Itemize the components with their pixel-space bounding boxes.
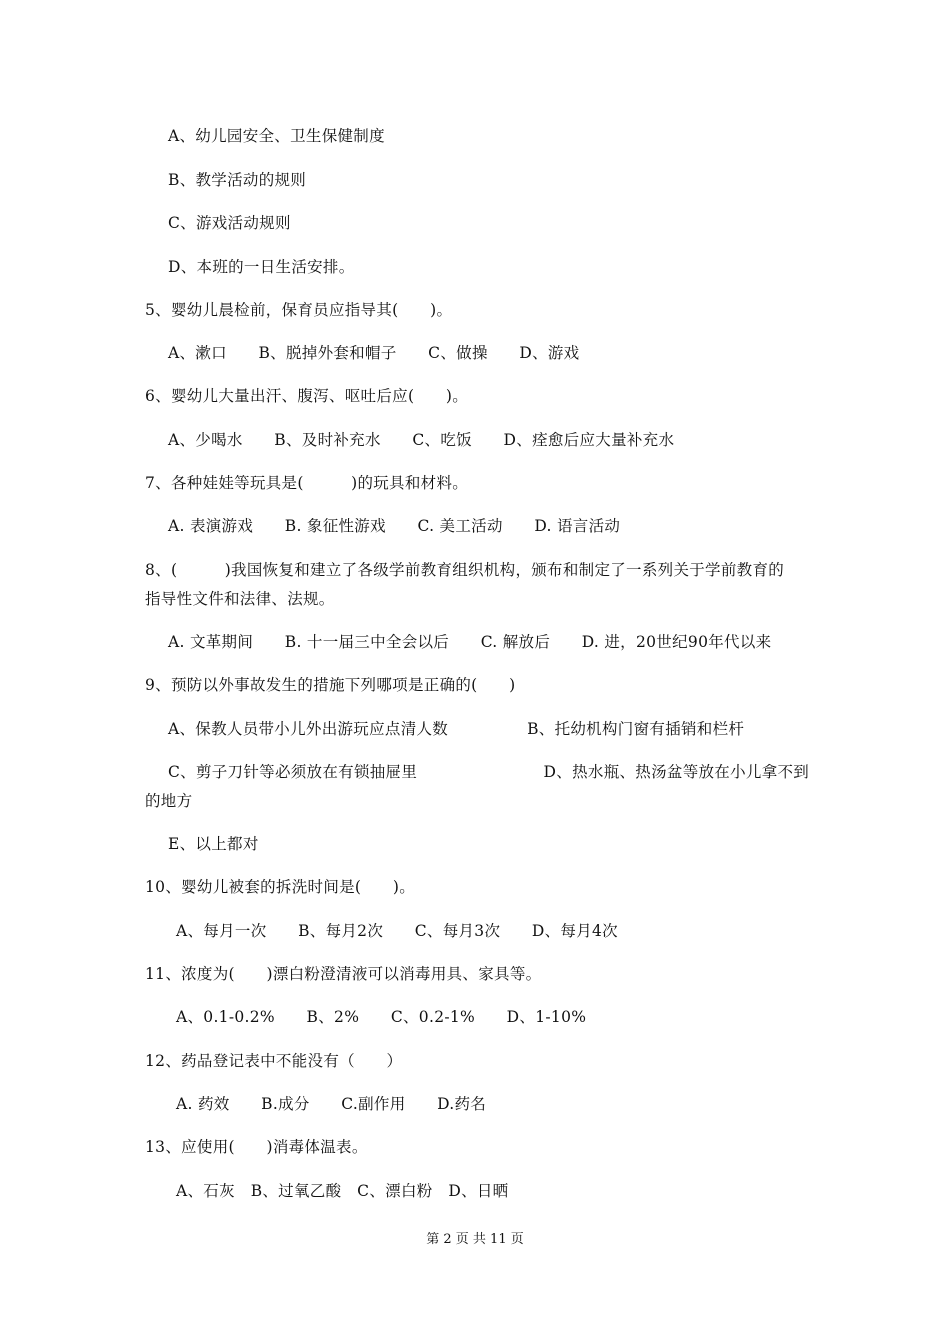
- q4-option-a: A、幼儿园安全、卫生保健制度: [168, 127, 385, 145]
- page-number-footer: 第 2 页 共 11 页: [426, 1232, 524, 1247]
- q13-options: A、石灰 B、过氧乙酸 C、漂白粉 D、日晒: [176, 1182, 509, 1200]
- question-5: 5、婴幼儿晨检前，保育员应指导其( )。: [145, 301, 453, 319]
- question-12: 12、药品登记表中不能没有（ ）: [145, 1052, 403, 1070]
- q11-options: A、0.1-0.2% B、2% C、0.2-1% D、1-10%: [176, 1008, 587, 1026]
- question-11: 11、浓度为( )漂白粉澄清液可以消毒用具、家具等。: [145, 965, 542, 983]
- question-6: 6、婴幼儿大量出汗、腹泻、呕吐后应( )。: [145, 387, 469, 405]
- q10-options: A、每月一次 B、每月2次 C、每月3次 D、每月4次: [176, 922, 618, 940]
- q4-option-d: D、本班的一日生活安排。: [168, 258, 355, 276]
- q4-option-b: B、教学活动的规则: [168, 171, 307, 189]
- question-8-line-2: 指导性文件和法律、法规。: [145, 590, 335, 608]
- q12-options: A. 药效 B.成分 C.副作用 D.药名: [176, 1095, 487, 1113]
- question-10: 10、婴幼儿被套的拆洗时间是( )。: [145, 878, 416, 896]
- question-13: 13、应使用( )消毒体温表。: [145, 1138, 368, 1156]
- q4-option-c: C、游戏活动规则: [168, 214, 291, 232]
- q9-options-cd: C、剪子刀针等必须放在有锁抽屉里 D、热水瓶、热汤盆等放在小儿拿不到: [168, 763, 810, 781]
- q6-options: A、少喝水 B、及时补充水 C、吃饭 D、痊愈后应大量补充水: [168, 431, 675, 449]
- q7-options: A. 表演游戏 B. 象征性游戏 C. 美工活动 D. 语言活动: [168, 517, 621, 535]
- q9-options-ab: A、保教人员带小儿外出游玩应点清人数 B、托幼机构门窗有插销和栏杆: [168, 720, 745, 738]
- q8-options: A. 文革期间 B. 十一届三中全会以后 C. 解放后 D. 进，20世纪90年代以来: [168, 633, 772, 651]
- question-8-line-1: 8、( )我国恢复和建立了各级学前教育组织机构，颁布和制定了一系列关于学前教育的: [145, 561, 785, 579]
- q9-option-e: E、以上都对: [168, 835, 259, 853]
- q9-options-cd-cont: 的地方: [145, 792, 193, 810]
- question-7: 7、各种娃娃等玩具是( )的玩具和材料。: [145, 474, 469, 492]
- q5-options: A、漱口 B、脱掉外套和帽子 C、做操 D、游戏: [168, 344, 580, 362]
- question-9: 9、预防以外事故发生的措施下列哪项是正确的( ): [145, 676, 516, 694]
